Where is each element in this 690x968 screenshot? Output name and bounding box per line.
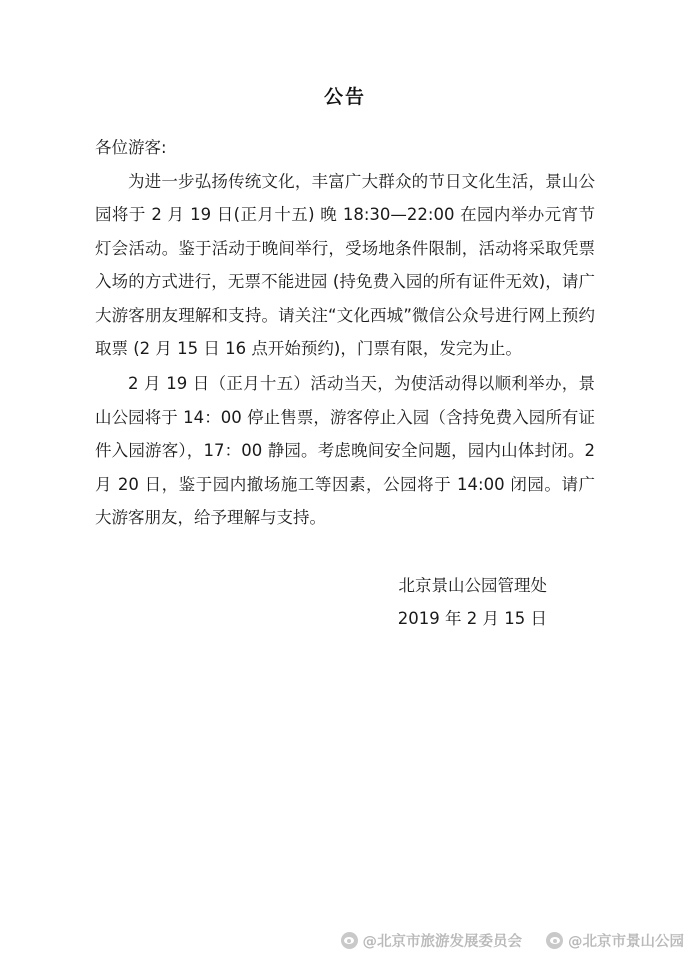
signature-date: 2019 年 2 月 15 日 <box>397 608 547 628</box>
paragraph-1: 为进一步弘扬传统文化，丰富广大群众的节日文化生活，景山公园将于 2 月 19 日(正月十五) 晚 18:30—22:00 在园内举办元宵节灯会活动。鉴于活动于晚间举行，受场地条件限制，活动将采取凭票入场的方式进行，无票不能进园 (持免费入园的所有证件无效)，请广大游客朋友理解和支持。请关注“文化西城”微信公众号进行网上预约取票 (2 月 15 日 16 点开始预约)，门票有限，发完为止。 <box>95 171 595 358</box>
page-title: 公告 <box>323 86 366 108</box>
watermark-bar <box>0 920 690 960</box>
watermark-item <box>546 930 684 951</box>
salutation: 各位游客: <box>95 138 167 157</box>
paragraph-2: 2 月 19 日（正月十五）活动当天，为使活动得以顺利举办，景山公园将于 14：00 停止售票，游客停止入园（含持免费入园所有证件入园游客），17：00 静园。考虑晚间安全问题，园内山体封闭。2 月 20 日，鉴于园内撤场施工等因素，公园将于 14:00 闭园。请广大游客朋友，给予理解与支持。 <box>95 374 595 528</box>
weibo-eye-icon <box>341 932 358 949</box>
signature-issuer: 北京景山公园管理处 <box>398 575 547 595</box>
watermark-item <box>341 930 523 951</box>
signature-block <box>95 569 595 635</box>
watermark-label: @北京市景山公园 <box>568 933 684 950</box>
weibo-eye-icon <box>546 932 563 949</box>
document-body <box>95 135 595 635</box>
watermark-label: @北京市旅游发展委员会 <box>362 933 522 950</box>
